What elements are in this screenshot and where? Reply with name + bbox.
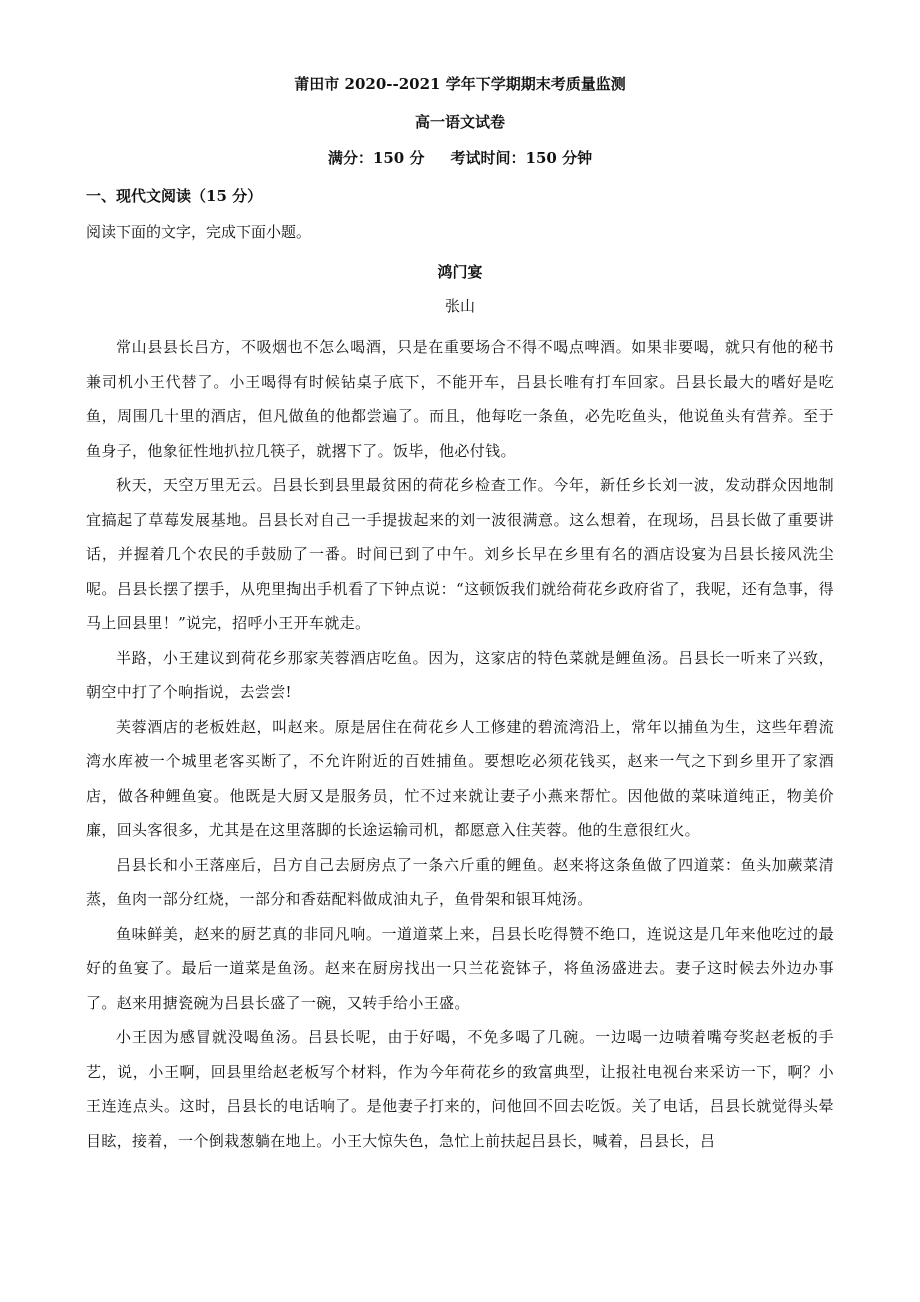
story-paragraph: 常山县县长吕方，不吸烟也不怎么喝酒，只是在重要场合不得不喝点啤酒。如果非要喝，就只有他的秘书兼司机小王代替了。小王喝得有时候钻桌子底下，不能开车，吕县长唯有打车回家。吕县长最大的嗜好是吃鱼，周围几十里的酒店，但凡做鱼的他都尝遍了。而且，他每吃一条鱼，必先吃鱼头，他说鱼头有营养。至于鱼身子，他象征性地扒拉几筷子，就撂下了。饭毕，他必付钱。: [86, 338, 834, 460]
story-body: [86, 330, 834, 1158]
story-paragraph: 鱼味鲜美，赵来的厨艺真的非同凡响。一道道菜上来，吕县长吃得赞不绝口，连说这是几年来他吃过的最好的鱼宴了。最后一道菜是鱼汤。赵来在厨房找出一只兰花瓷钵子，将鱼汤盛进去。妻子这时候去外边办事了。赵来用搪瓷碗为吕县长盛了一碗，又转手给小王盛。: [86, 924, 834, 1012]
story-title: 鸿门宴: [437, 263, 483, 281]
exam-title: 莆田市 2020--2021 学年下学期期末考质量监测: [294, 75, 626, 93]
story-paragraph: 芙蓉酒店的老板姓赵，叫赵来。原是居住在荷花乡人工修建的碧流湾沿上，常年以捕鱼为生，这些年碧流湾水库被一个城里老客买断了，不允许附近的百姓捕鱼。要想吃必须花钱买，赵来一气之下到乡里开了家酒店，做各种鲤鱼宴。他既是大厨又是服务员，忙不过来就让妻子小燕来帮忙。因他做的菜味道纯正，物美价廉，回头客很多，尤其是在这里落脚的长途运输司机，都愿意入住芙蓉。他的生意很红火。: [86, 717, 834, 839]
story-paragraph: 小王因为感冒就没喝鱼汤。吕县长呢，由于好喝，不免多喝了几碗。一边喝一边啧着嘴夸奖赵老板的手艺，说，小王啊，回县里给赵老板写个材料，作为今年荷花乡的致富典型，让报社电视台来采访一下，啊？小王连连点头。这时，吕县长的电话响了。是他妻子打来的，问他回不回去吃饭。关了电话，吕县长就觉得头晕目眩，接着，一个倒栽葱躺在地上。小王大惊失色，急忙上前扶起吕县长，喊着，吕县长，吕: [86, 1028, 834, 1150]
section-heading: 一、现代文阅读（15 分）: [86, 187, 263, 205]
exam-subtitle: 高一语文试卷: [414, 113, 505, 131]
section-instruction: 阅读下面的文字，完成下面小题。: [86, 223, 312, 241]
exam-meta: 满分：150 分 考试时间：150 分钟: [327, 149, 593, 167]
story-paragraph: 吕县长和小王落座后，吕方自己去厨房点了一条六斤重的鲤鱼。赵来将这条鱼做了四道菜：鱼头加蕨菜清蒸，鱼肉一部分红烧，一部分和香菇配料做成油丸子，鱼骨架和银耳炖汤。: [86, 855, 834, 908]
story-paragraph: 半路，小王建议到荷花乡那家芙蓉酒店吃鱼。因为，这家店的特色菜就是鲤鱼汤。吕县长一听来了兴致，朝空中打了个响指说，去尝尝!: [86, 648, 834, 701]
story-paragraph: 秋天，天空万里无云。吕县长到县里最贫困的荷花乡检查工作。今年，新任乡长刘一波，发动群众因地制宜搞起了草莓发展基地。吕县长对自己一手提拔起来的刘一波很满意。这么想着，在现场，吕县长做了重要讲话，并握着几个农民的手鼓励了一番。时间已到了中午。刘乡长早在乡里有名的酒店设宴为吕县长接风洗尘呢。吕县长摆了摆手，从兜里掏出手机看了下钟点说：“这顿饭我们就给荷花乡政府省了，我呢，还有急事，得马上回县里！”说完，招呼小王开车就走。: [86, 476, 834, 632]
exam-page: [86, 74, 834, 1158]
story-author: 张山: [444, 297, 475, 315]
